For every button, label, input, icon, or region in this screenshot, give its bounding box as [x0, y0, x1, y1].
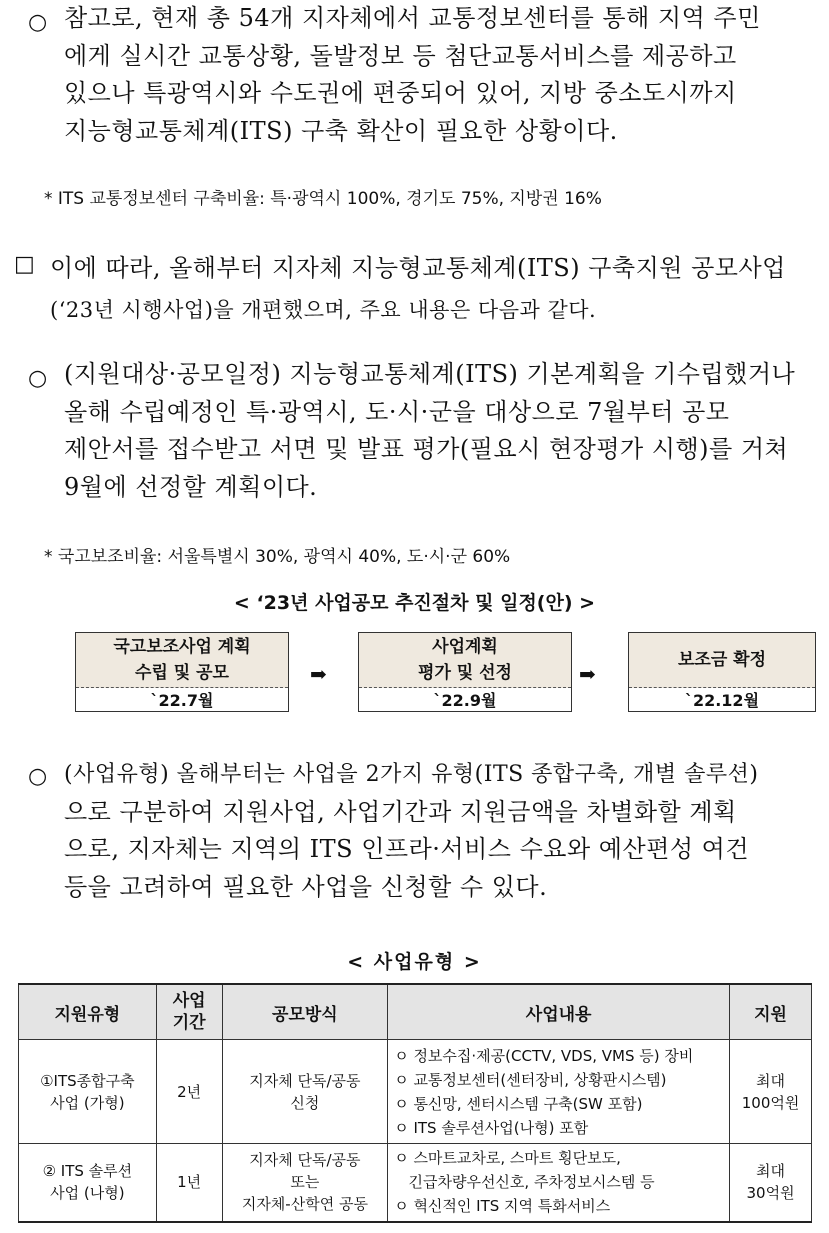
flow-step-label [76, 633, 288, 688]
footnote-its-ratio: * ITS 교통정보센터 구축비율: 특·광역시 100%, 경기도 75%, 지방권 16% [44, 189, 602, 209]
content-item: 긴급차량우선신호, 주차정보시스템 등 [394, 1173, 655, 1192]
paragraph-line: 으로 구분하여 지원사업, 사업기간과 지원금액을 차별화할 계획 [64, 797, 737, 826]
content-item: ㅇ 혁신적인 ITS 지역 특화서비스 [394, 1197, 611, 1216]
paragraph-line: 등을 고려하여 필요한 사업을 신청할 수 있다. [64, 872, 548, 901]
paragraph-project-type [64, 756, 814, 906]
header-method: 공모방식 [222, 984, 388, 1040]
paragraph-line: 참고로, 현재 총 54개 지자체에서 교통정보센터를 통해 지역 주민 [64, 4, 761, 32]
cell-type: ①ITS종합구축 사업 (가형) [19, 1040, 157, 1144]
cell-type: ② ITS 솔루션 사업 (나형) [19, 1144, 157, 1222]
cell-period: 2년 [156, 1040, 222, 1144]
table-header-row [19, 984, 812, 1040]
paragraph-line: 으로, 지자체는 지역의 ITS 인프라·서비스 수요와 예산편성 여건 [64, 835, 750, 863]
bullet-marker: ○ [28, 764, 48, 789]
flow-step-date: `22.9월 [433, 691, 497, 710]
table-title: < 사업유형 > [347, 951, 482, 973]
cell-content [388, 1040, 730, 1144]
flow-step-line: 평가 및 선정 [418, 663, 512, 683]
cell-period: 1년 [156, 1144, 222, 1222]
flow-step-evaluate [358, 632, 572, 712]
flow-step-date: `22.12월 [684, 691, 760, 710]
paragraph-reform-cont [50, 292, 815, 330]
content-item: ㅇ 통신망, 센터시스템 구축(SW 포함) [394, 1094, 643, 1113]
header-type: 지원유형 [19, 984, 157, 1040]
cell-method: 지자체 단독/공동 또는 지자체-산학연 공동 [222, 1144, 388, 1222]
paragraph-line: 있으나 특광역시와 수도권에 편중되어 있어, 지방 중소도시까지 [64, 79, 737, 107]
flow-step-date: `22.7월 [150, 691, 214, 710]
flow-title: < ‘23년 사업공모 추진절차 및 일정(안) > [233, 592, 596, 614]
header-support: 지원 [730, 984, 812, 1040]
paragraph-its-status [64, 0, 814, 150]
table-row [19, 1040, 812, 1144]
flow-step-plan [75, 632, 289, 712]
content-item: ㅇ 정보수집·제공(CCTV, VDS, VMS 등) 장비 [394, 1046, 694, 1065]
right-arrow-icon: ➡ [579, 662, 596, 686]
paragraph-line: 에게 실시간 교통상황, 돌발정보 등 첨단교통서비스를 제공하고 [64, 41, 737, 70]
square-bullet-marker: □ [14, 252, 35, 277]
content-item: ㅇ 교통정보센터(센터장비, 상황판시스템) [394, 1070, 667, 1089]
paragraph-line: (‘23년 시행사업)을 개편했으며, 주요 내용은 다음과 같다. [50, 298, 597, 322]
table-row [19, 1144, 812, 1222]
cell-support: 최대 30억원 [730, 1144, 812, 1222]
content-item: ㅇ 스마트교차로, 스마트 횡단보도, [394, 1149, 621, 1168]
cell-content [388, 1144, 730, 1222]
flow-step-label [629, 633, 815, 688]
header-period: 사업 기간 [156, 984, 222, 1040]
cell-method: 지자체 단독/공동 신청 [222, 1040, 388, 1144]
right-arrow-icon: ➡ [310, 662, 327, 686]
cell-support: 최대 100억원 [730, 1040, 812, 1144]
paragraph-schedule [64, 356, 814, 506]
flow-step-line: 보조금 확정 [677, 650, 767, 670]
paragraph-line: 올해 수립예정인 특·광역시, 도·시·군을 대상으로 7월부터 공모 [64, 397, 730, 426]
footnote-subsidy-ratio: * 국고보조비율: 서울특별시 30%, 광역시 40%, 도·시·군 60% [44, 547, 511, 567]
paragraph-line: 제안서를 접수받고 서면 및 발표 평가(필요시 현장평가 시행)를 거쳐 [64, 435, 789, 463]
project-type-table [18, 983, 812, 1223]
paragraph-line: 9월에 선정할 계획이다. [64, 472, 318, 501]
paragraph-line: 이에 따라, 올해부터 지자체 지능형교통체계(ITS) 구축지원 공모사업 [50, 254, 786, 282]
flow-step-line: 국고보조사업 계획 [113, 637, 251, 657]
bullet-marker: ○ [28, 10, 48, 35]
flow-step-line: 사업계획 [432, 637, 498, 657]
paragraph-line: (지원대상·공모일정) 지능형교통체계(ITS) 기본계획을 기수립했거나 [64, 360, 796, 388]
flow-step-line: 수립 및 공모 [135, 663, 229, 683]
header-content: 사업내용 [388, 984, 730, 1040]
paragraph-reform [50, 250, 815, 288]
bullet-marker: ○ [28, 366, 48, 391]
flow-step-confirm [628, 632, 816, 712]
paragraph-line: 지능형교통체계(ITS) 구축 확산이 필요한 상황이다. [64, 116, 618, 145]
content-item: ㅇ ITS 솔루션사업(나형) 포함 [394, 1118, 589, 1137]
paragraph-line: (사업유형) 올해부터는 사업을 2가지 유형(ITS 종합구축, 개별 솔루션) [64, 762, 759, 787]
flow-step-label [359, 633, 571, 688]
